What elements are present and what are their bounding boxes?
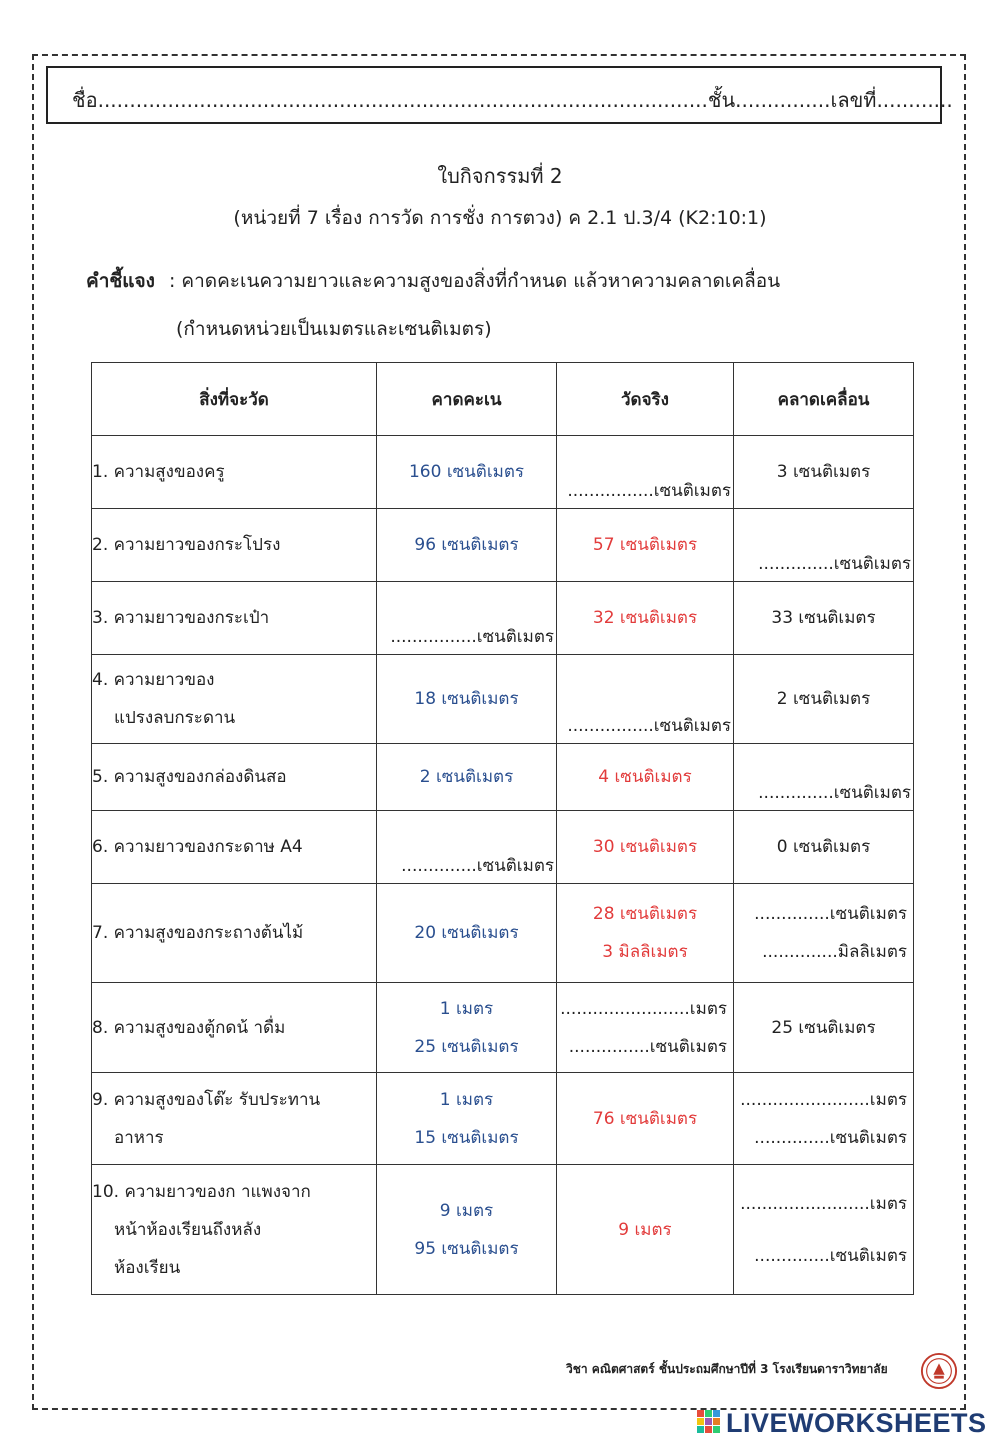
error-value: 33 เซนติเมตร: [771, 608, 876, 628]
item-cell: [92, 436, 377, 509]
estimate-value: 2 เซนติเมตร: [419, 767, 514, 787]
answer-blank[interactable]: ........................เมตร: [740, 1089, 907, 1110]
item-text-continued: ห้องเรียน: [114, 1257, 181, 1278]
item-text: 1. ความสูงของครู: [92, 462, 225, 482]
answer-blank[interactable]: ........................เมตร: [740, 1193, 907, 1214]
error-cell[interactable]: [734, 1073, 914, 1165]
item-cell: [92, 655, 377, 744]
actual-value: 30 เซนติเมตร: [592, 837, 698, 857]
error-cell[interactable]: [734, 744, 914, 811]
error-cell: [734, 582, 914, 655]
estimate-value: 18 เซนติเมตร: [414, 689, 519, 709]
actual-cell[interactable]: [557, 436, 734, 509]
actual-cell: [557, 884, 734, 983]
instructions-note: (กำหนดหน่วยเป็นเมตรและเซนติเมตร): [176, 318, 492, 340]
table-row: [92, 509, 914, 582]
answer-blank[interactable]: ..............เซนติเมตร: [754, 1127, 907, 1148]
estimate-cell[interactable]: [377, 582, 557, 655]
error-cell[interactable]: [734, 1165, 914, 1295]
header-estimate: คาดคะเน: [377, 363, 557, 436]
error-cell: [734, 811, 914, 884]
liveworksheets-blocks-icon: [696, 1408, 722, 1438]
header-item: สิ่งที่จะวัด: [92, 363, 377, 436]
estimate-value: 20 เซนติเมตร: [414, 923, 519, 943]
estimate-cell: [377, 1165, 557, 1295]
table-row: [92, 983, 914, 1073]
answer-blank[interactable]: ..............เซนติเมตร: [401, 856, 554, 876]
item-text-continued: อาหาร: [114, 1127, 164, 1148]
actual-cell[interactable]: [557, 655, 734, 744]
instructions-label: คำชี้แจง: [86, 270, 155, 292]
item-text: 9. ความสูงของโต๊ะ รับประทาน: [92, 1089, 321, 1110]
item-text: 4. ความยาวของ: [92, 670, 215, 690]
answer-blank[interactable]: ..............เซนติเมตร: [754, 904, 907, 924]
actual-value: 76 เซนติเมตร: [592, 1108, 698, 1129]
item-text: 10. ความยาวของก าแพงจาก: [92, 1181, 311, 1202]
actual-value: 57 เซนติเมตร: [592, 535, 698, 555]
estimate-value: 1 เมตร: [439, 998, 494, 1019]
error-cell[interactable]: [734, 884, 914, 983]
estimate-value: 1 เมตร: [439, 1089, 494, 1110]
table-row: [92, 1165, 914, 1295]
estimate-value: 96 เซนติเมตร: [414, 535, 519, 555]
actual-value: 32 เซนติเมตร: [592, 608, 698, 628]
error-cell: [734, 983, 914, 1073]
table-row: [92, 744, 914, 811]
error-cell: [734, 655, 914, 744]
instructions: [86, 266, 780, 296]
item-text-continued: แปรงลบกระดาน: [114, 708, 236, 728]
header-error: คลาดเคลื่อน: [734, 363, 914, 436]
instructions-text: : คาดคะเนความยาวและความสูงของสิ่งที่กำหนด แล้วหาความคลาดเคลื่อน: [168, 270, 781, 292]
error-value: 2 เซนติเมตร: [776, 689, 871, 709]
error-cell[interactable]: [734, 509, 914, 582]
estimate-cell: [377, 655, 557, 744]
item-text: 5. ความสูงของกล่องดินสอ: [92, 767, 287, 787]
item-cell: [92, 582, 377, 655]
error-cell: [734, 436, 914, 509]
item-cell: [92, 744, 377, 811]
measurement-table: [91, 362, 914, 1295]
answer-blank[interactable]: ..............มิลลิเมตร: [762, 942, 907, 962]
table-row: [92, 811, 914, 884]
actual-cell: [557, 1073, 734, 1165]
item-text: 3. ความยาวของกระเป๋า: [92, 608, 270, 628]
actual-value: 28 เซนติเมตร: [592, 904, 698, 924]
error-value: 3 เซนติเมตร: [776, 462, 871, 482]
item-text: 2. ความยาวของกระโปรง: [92, 535, 281, 555]
estimate-cell: [377, 983, 557, 1073]
answer-blank[interactable]: ..............เซนติเมตร: [758, 783, 911, 803]
estimate-value: 15 เซนติเมตร: [414, 1127, 519, 1148]
estimate-cell: [377, 1073, 557, 1165]
item-cell: [92, 811, 377, 884]
activity-subtitle: (หน่วยที่ 7 เรื่อง การวัด การชั่ง การตวง) ค 2.1 ป.3/4 (K2:10:1): [233, 207, 767, 229]
error-value: 25 เซนติเมตร: [771, 1017, 876, 1038]
table-row: [92, 582, 914, 655]
header-actual: วัดจริง: [557, 363, 734, 436]
estimate-value: 95 เซนติเมตร: [414, 1238, 519, 1259]
item-cell: [92, 1165, 377, 1295]
table-row: [92, 655, 914, 744]
item-text: 8. ความสูงของตู้กดน้ าดื่ม: [92, 1017, 286, 1038]
error-value: 0 เซนติเมตร: [776, 837, 871, 857]
answer-blank[interactable]: ..............เซนติเมตร: [754, 1245, 907, 1266]
estimate-cell: [377, 509, 557, 582]
actual-cell[interactable]: [557, 983, 734, 1073]
estimate-cell: [377, 884, 557, 983]
actual-cell: [557, 582, 734, 655]
student-info-box: [46, 66, 953, 124]
actual-cell: [557, 509, 734, 582]
table-row: [92, 436, 914, 509]
answer-blank[interactable]: ........................เมตร: [560, 998, 727, 1019]
estimate-cell[interactable]: [377, 811, 557, 884]
liveworksheets-wordmark: LIVEWORKSHEETS: [726, 1408, 987, 1438]
actual-cell: [557, 744, 734, 811]
item-cell: [92, 884, 377, 983]
item-text: 6. ความยาวของกระดาษ A4: [92, 837, 303, 857]
estimate-value: 160 เซนติเมตร: [408, 462, 525, 482]
answer-blank[interactable]: ...............เซนติเมตร: [568, 1036, 727, 1057]
estimate-cell: [377, 744, 557, 811]
footer-text: วิชา คณิตศาสตร์ ชั้นประถมศึกษาปีที่ 3 โรงเรียนดาราวิทยาลัย: [566, 1362, 888, 1376]
item-cell: [92, 509, 377, 582]
answer-blank[interactable]: ..............เซนติเมตร: [758, 554, 911, 574]
table-row: [92, 1073, 914, 1165]
actual-value: 4 เซนติเมตร: [598, 767, 692, 787]
estimate-value: 9 เมตร: [439, 1200, 494, 1221]
school-seal-icon: [920, 1352, 958, 1390]
answer-blank[interactable]: ................เซนติเมตร: [390, 627, 554, 647]
estimate-value: 25 เซนติเมตร: [414, 1036, 519, 1057]
table-header-row: [92, 363, 914, 436]
estimate-cell: [377, 436, 557, 509]
activity-title: ใบกิจกรรมที่ 2: [437, 164, 563, 188]
item-text: 7. ความสูงของกระถางต้นไม้: [92, 923, 304, 943]
actual-value: 3 มิลลิเมตร: [602, 942, 688, 962]
answer-blank[interactable]: ................เซนติเมตร: [567, 716, 731, 736]
answer-blank[interactable]: ................เซนติเมตร: [567, 481, 731, 501]
item-text-continued: หน้าห้องเรียนถึงหลัง: [114, 1219, 262, 1240]
item-cell: [92, 983, 377, 1073]
item-cell: [92, 1073, 377, 1165]
table-row: [92, 884, 914, 983]
student-info-line: ชื่อ................................................................................................ชั้น...............เลขที่............: [72, 88, 953, 112]
actual-value: 9 เมตร: [618, 1219, 672, 1240]
actual-cell: [557, 811, 734, 884]
actual-cell: [557, 1165, 734, 1295]
